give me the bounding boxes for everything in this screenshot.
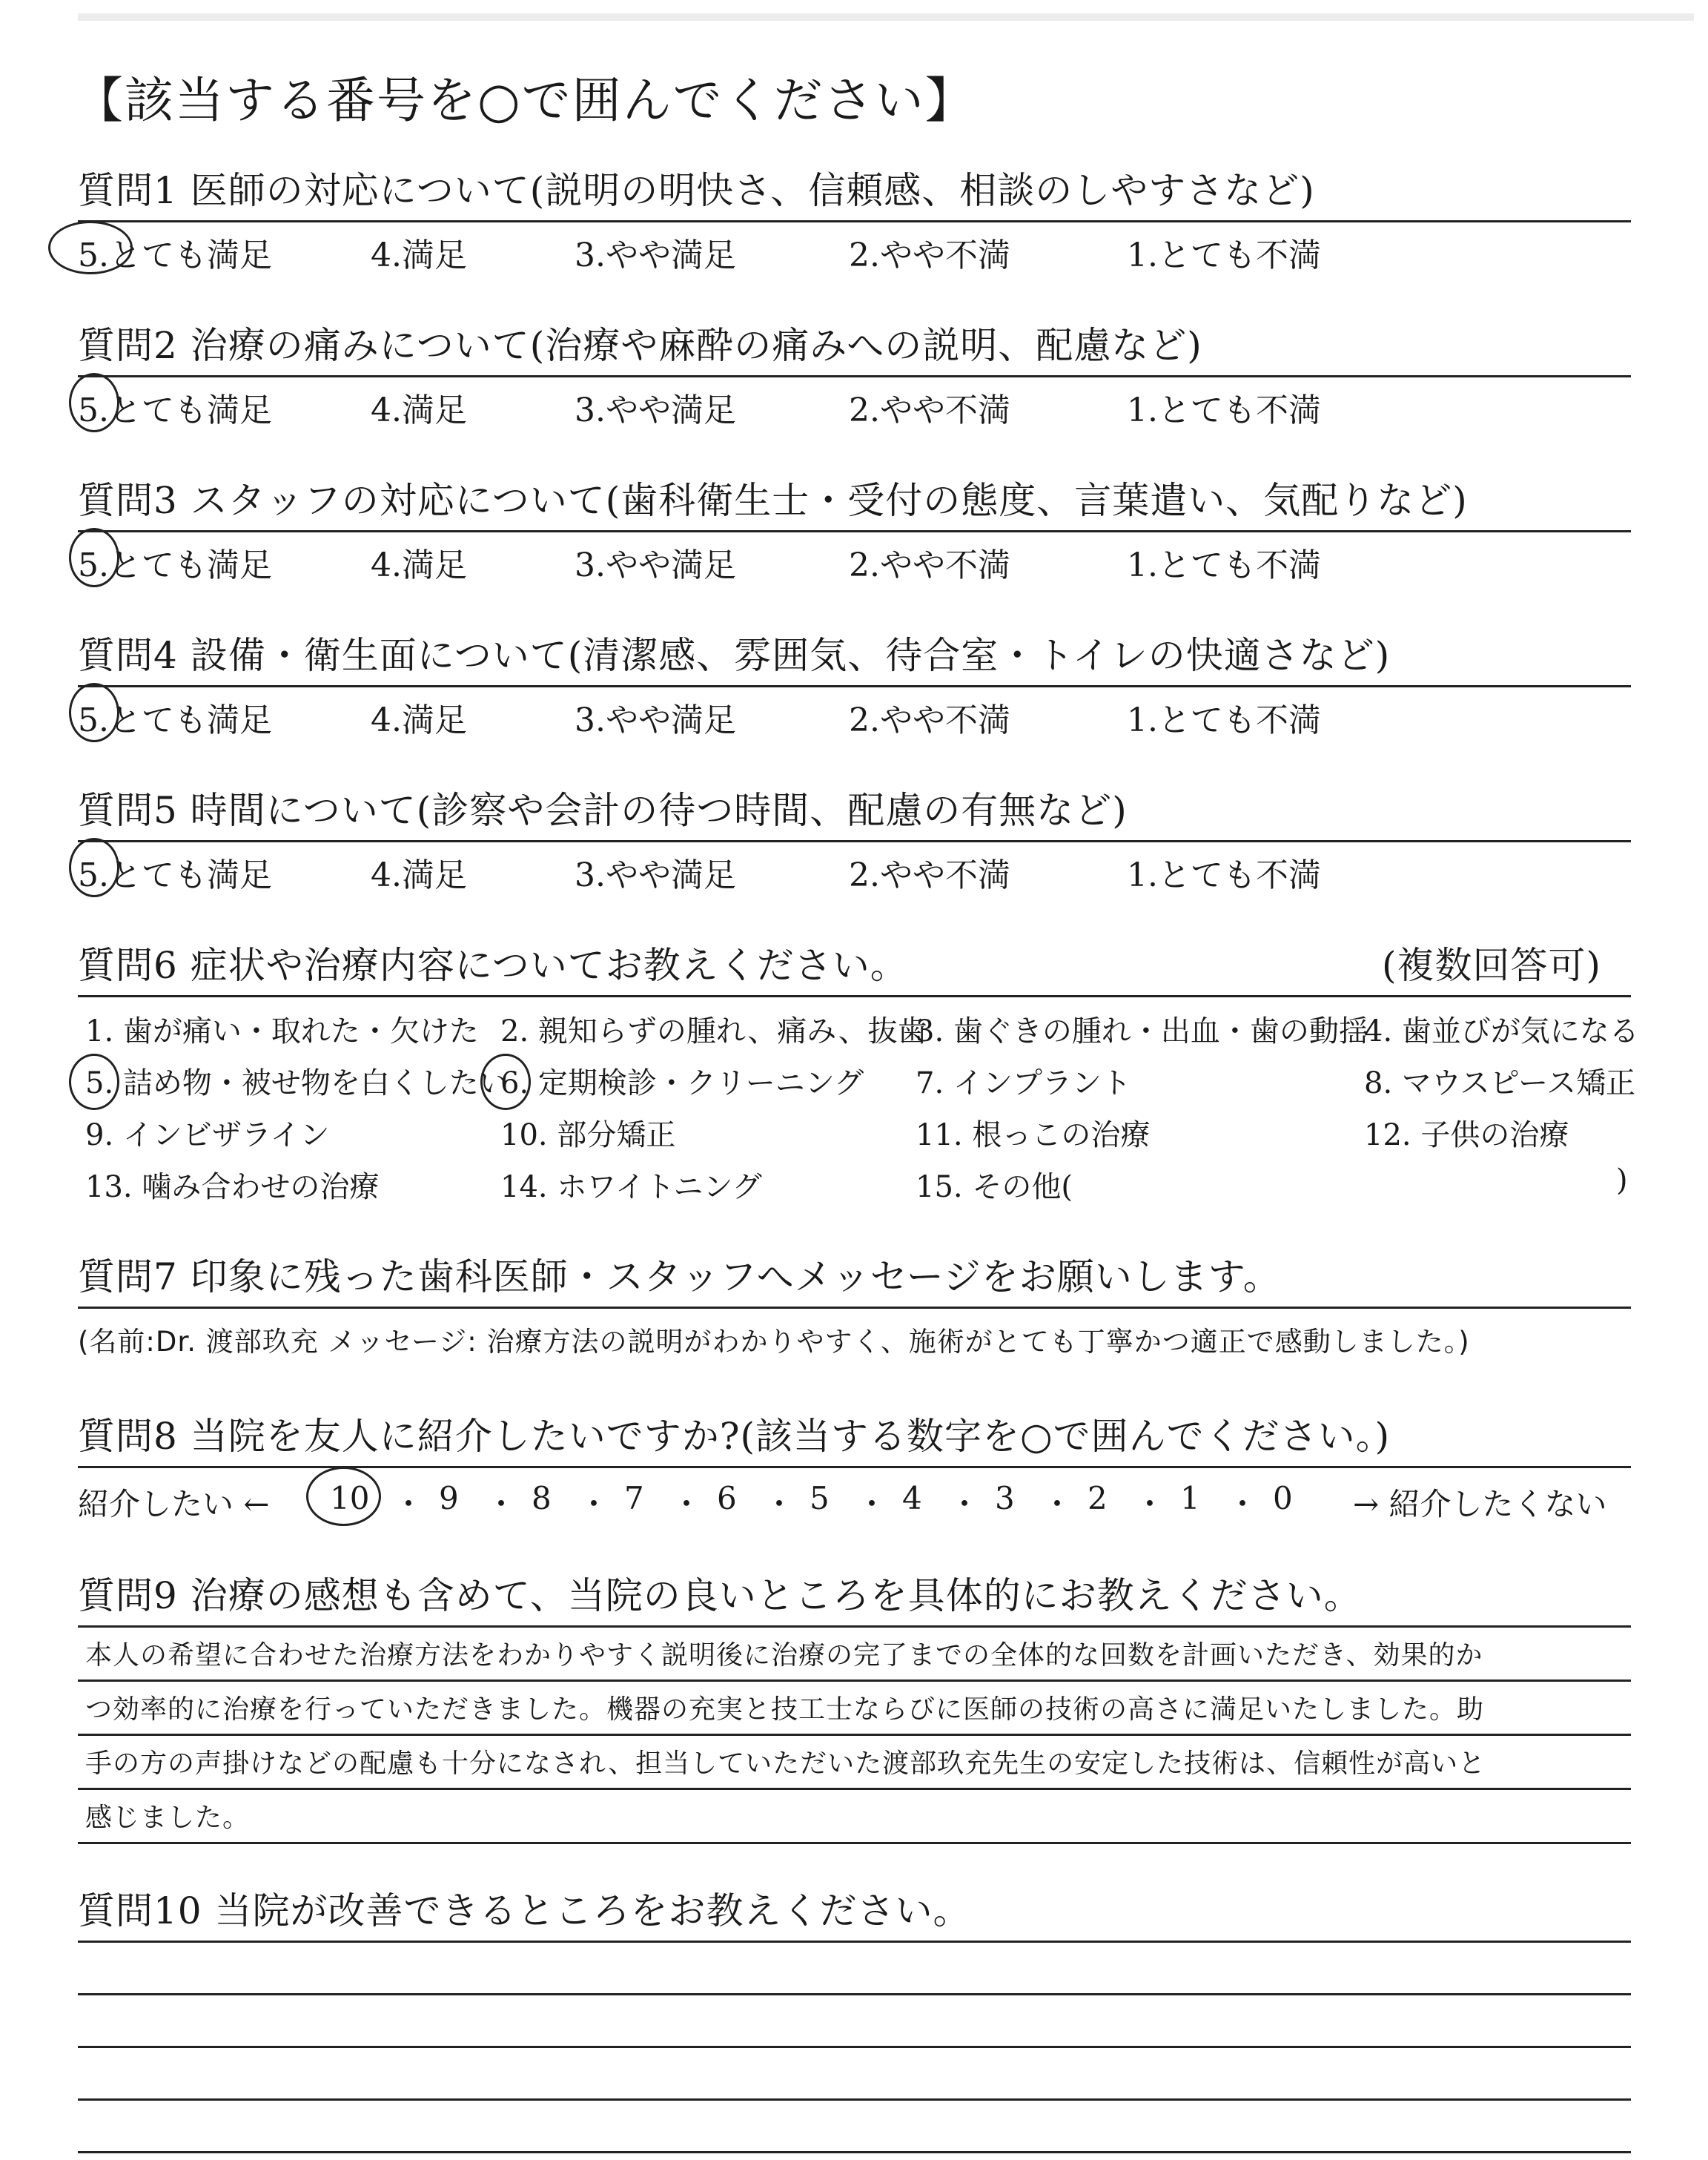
option-2[interactable]: 2.やや不満 xyxy=(849,546,1010,584)
symptom-option[interactable]: 1. 歯が痛い・取れた・欠けた xyxy=(85,1014,479,1048)
scale-value[interactable]: 7 xyxy=(624,1480,644,1516)
option-5[interactable]: 5.とても満足 xyxy=(78,546,272,584)
rule xyxy=(78,1307,1631,1309)
answer-text: つ効率的に治療を行っていただきました。機器の充実と技工士ならびに医師の技術の高さに満足いたしました。助 xyxy=(85,1694,1485,1725)
option-3[interactable]: 3.やや満足 xyxy=(575,701,736,739)
rating-options xyxy=(78,532,1631,584)
option-2[interactable]: 2.やや不満 xyxy=(849,237,1010,274)
symptom-option[interactable]: 12. 子供の治療 xyxy=(1364,1118,1569,1152)
symptom-grid xyxy=(78,997,1639,1212)
scale-value[interactable]: 0 xyxy=(1273,1480,1293,1516)
question-4 xyxy=(78,632,1631,739)
rating-options xyxy=(78,687,1631,739)
rating-options xyxy=(78,842,1631,894)
blank-answer-line[interactable] xyxy=(78,1943,1631,1995)
scale-value[interactable]: 9 xyxy=(439,1480,459,1516)
question-7 xyxy=(78,1253,1631,1359)
option-2[interactable]: 2.やや不満 xyxy=(849,701,1010,739)
symptom-option[interactable]: 10. 部分矯正 xyxy=(500,1118,676,1152)
option-4[interactable]: 4.満足 xyxy=(371,856,467,894)
multiple-answer-note: (複数回答可) xyxy=(1381,944,1601,987)
selection-circle xyxy=(69,683,119,742)
answer-lines xyxy=(78,1628,1631,1844)
scale-dot: ・ xyxy=(393,1486,425,1522)
option-1[interactable]: 1.とても不満 xyxy=(1127,856,1321,894)
symptom-option[interactable]: 3. 歯ぐきの腫れ・出血・歯の動揺 xyxy=(916,1014,1368,1048)
answer-line xyxy=(78,1736,1631,1790)
option-3[interactable]: 3.やや満足 xyxy=(575,392,736,429)
selection-circle xyxy=(480,1054,531,1110)
scale-value[interactable]: 1 xyxy=(1180,1480,1200,1516)
blank-answer-line[interactable] xyxy=(78,2048,1631,2101)
scale-right-label: → 紹介したくない xyxy=(1353,1486,1607,1522)
question-10-title: 質問10 当院が改善できるところをお教えください。 xyxy=(78,1889,971,1932)
selection-circle xyxy=(48,221,133,274)
scale-value[interactable]: 6 xyxy=(717,1480,737,1516)
symptom-option[interactable]: 14. ホワイトニング xyxy=(500,1170,762,1204)
question-3-title: 質問3 スタッフの対応について(歯科衛生士・受付の態度、言葉遣い、気配りなど) xyxy=(78,479,1468,522)
scale-dot: ・ xyxy=(764,1486,795,1522)
rating-options xyxy=(78,222,1631,274)
question-9 xyxy=(78,1572,1631,1844)
selection-circle xyxy=(69,1054,119,1110)
option-5[interactable]: 5.とても満足 xyxy=(78,856,272,894)
blank-answer-line[interactable] xyxy=(78,2101,1631,2153)
scale-dot: ・ xyxy=(1042,1486,1073,1522)
option-2[interactable]: 2.やや不満 xyxy=(849,856,1010,894)
option-4[interactable]: 4.満足 xyxy=(371,546,467,584)
scale-value[interactable]: 4 xyxy=(902,1480,922,1516)
rule xyxy=(78,1466,1631,1468)
scale-dot: ・ xyxy=(856,1486,888,1522)
option-3[interactable]: 3.やや満足 xyxy=(575,546,736,584)
answer-line xyxy=(78,1682,1631,1736)
option-5[interactable]: 5.とても満足 xyxy=(78,701,272,739)
symptom-option[interactable]: 2. 親知らずの腫れ、痛み、抜歯 xyxy=(500,1014,927,1048)
scan-top-edge xyxy=(78,13,1694,21)
scale-value[interactable]: 8 xyxy=(532,1480,552,1516)
question-2 xyxy=(78,322,1631,429)
option-1[interactable]: 1.とても不満 xyxy=(1127,392,1321,429)
symptom-option[interactable]: 5. 詰め物・被せ物を白くしたい xyxy=(85,1066,509,1100)
scale-value[interactable]: 3 xyxy=(995,1480,1015,1516)
answer-line xyxy=(78,1628,1631,1682)
question-3 xyxy=(78,477,1631,584)
answer-text: 手の方の声掛けなどの配慮も十分になされ、担当していただいた渡部玖充先生の安定した技術は、信頼性が高いと xyxy=(85,1748,1486,1779)
option-4[interactable]: 4.満足 xyxy=(371,701,467,739)
scale-dot: ・ xyxy=(1227,1486,1259,1522)
answer-line xyxy=(78,1790,1631,1844)
symptom-option[interactable]: 11. 根っこの治療 xyxy=(916,1118,1151,1152)
option-4[interactable]: 4.満足 xyxy=(371,392,467,429)
other-close-paren: ) xyxy=(1616,1163,1628,1198)
symptom-option[interactable]: 4. 歯並びが気になる xyxy=(1364,1014,1639,1048)
question-9-title: 質問9 治療の感想も含めて、当院の良いところを具体的にお教えください。 xyxy=(78,1574,1362,1617)
selection-circle xyxy=(69,373,119,432)
rating-options xyxy=(78,377,1631,429)
question-5-title: 質問5 時間について(診察や会計の待つ時間、配慮の有無など) xyxy=(78,789,1128,832)
option-1[interactable]: 1.とても不満 xyxy=(1127,237,1321,274)
option-5[interactable]: 5.とても満足 xyxy=(78,392,272,429)
scale-left-label: 紹介したい ← xyxy=(78,1486,270,1522)
symptom-option[interactable]: 15. その他( xyxy=(916,1170,1073,1204)
option-5[interactable]: 5.とても満足 xyxy=(78,237,272,274)
blank-answer-line[interactable] xyxy=(78,1995,1631,2048)
selection-circle xyxy=(306,1467,381,1526)
recommend-scale xyxy=(78,1480,1631,1529)
option-2[interactable]: 2.やや不満 xyxy=(849,392,1010,429)
question-7-title: 質問7 印象に残った歯科医師・スタッフへメッセージをお願いします。 xyxy=(78,1255,1281,1298)
answer-text: 本人の希望に合わせた治療方法をわかりやすく説明後に治療の完了までの全体的な回数を計画いただき、効果的か xyxy=(85,1640,1483,1671)
question-8-title: 質問8 当院を友人に紹介したいですか?(該当する数字を○で囲んでください。) xyxy=(78,1415,1391,1458)
question-1-title: 質問1 医師の対応について(説明の明快さ、信頼感、相談のしやすさなど) xyxy=(78,169,1315,212)
symptom-option[interactable]: 13. 噛み合わせの治療 xyxy=(85,1170,380,1204)
symptom-option[interactable]: 9. インビザライン xyxy=(85,1118,330,1152)
option-4[interactable]: 4.満足 xyxy=(371,237,467,274)
staff-message: (名前:Dr. 渡部玖充 メッセージ: 治療方法の説明がわかりやすく、施術がとても丁寧かつ適正で感動しました。) xyxy=(78,1326,1470,1358)
scale-dot: ・ xyxy=(1134,1486,1166,1522)
scale-value[interactable]: 5 xyxy=(810,1480,830,1516)
scale-dot: ・ xyxy=(671,1486,703,1522)
answer-text: 感じました。 xyxy=(85,1803,251,1833)
form-heading: 【該当する番号を○で囲んでください】 xyxy=(74,72,976,129)
scale-dot: ・ xyxy=(949,1486,981,1522)
scale-dot: ・ xyxy=(486,1486,517,1522)
scale-dot: ・ xyxy=(578,1486,610,1522)
question-1 xyxy=(78,167,1631,274)
option-1[interactable]: 1.とても不満 xyxy=(1127,701,1321,739)
question-4-title: 質問4 設備・衛生面について(清潔感、雰囲気、待合室・トイレの快適さなど) xyxy=(78,634,1391,677)
question-6 xyxy=(78,942,1639,1212)
question-6-title: 質問6 症状や治療内容についてお教えください。 xyxy=(78,944,908,987)
scale-value[interactable]: 10 xyxy=(330,1480,370,1516)
question-2-title: 質問2 治療の痛みについて(治療や麻酔の痛みへの説明、配慮など) xyxy=(78,324,1202,367)
selection-circle xyxy=(69,838,119,897)
option-1[interactable]: 1.とても不満 xyxy=(1127,546,1321,584)
question-8 xyxy=(78,1413,1631,1529)
scale-value[interactable]: 2 xyxy=(1088,1480,1108,1516)
option-3[interactable]: 3.やや満足 xyxy=(575,237,736,274)
selection-circle xyxy=(69,528,119,587)
symptom-option[interactable]: 7. インプラント xyxy=(916,1066,1131,1100)
option-3[interactable]: 3.やや満足 xyxy=(575,856,736,894)
question-6-title-row xyxy=(78,942,1631,989)
question-5 xyxy=(78,787,1631,894)
symptom-option[interactable]: 8. マウスピース矯正 xyxy=(1364,1066,1636,1100)
symptom-option[interactable]: 6. 定期検診・クリーニング xyxy=(500,1066,864,1100)
question-10 xyxy=(78,1887,1631,2153)
